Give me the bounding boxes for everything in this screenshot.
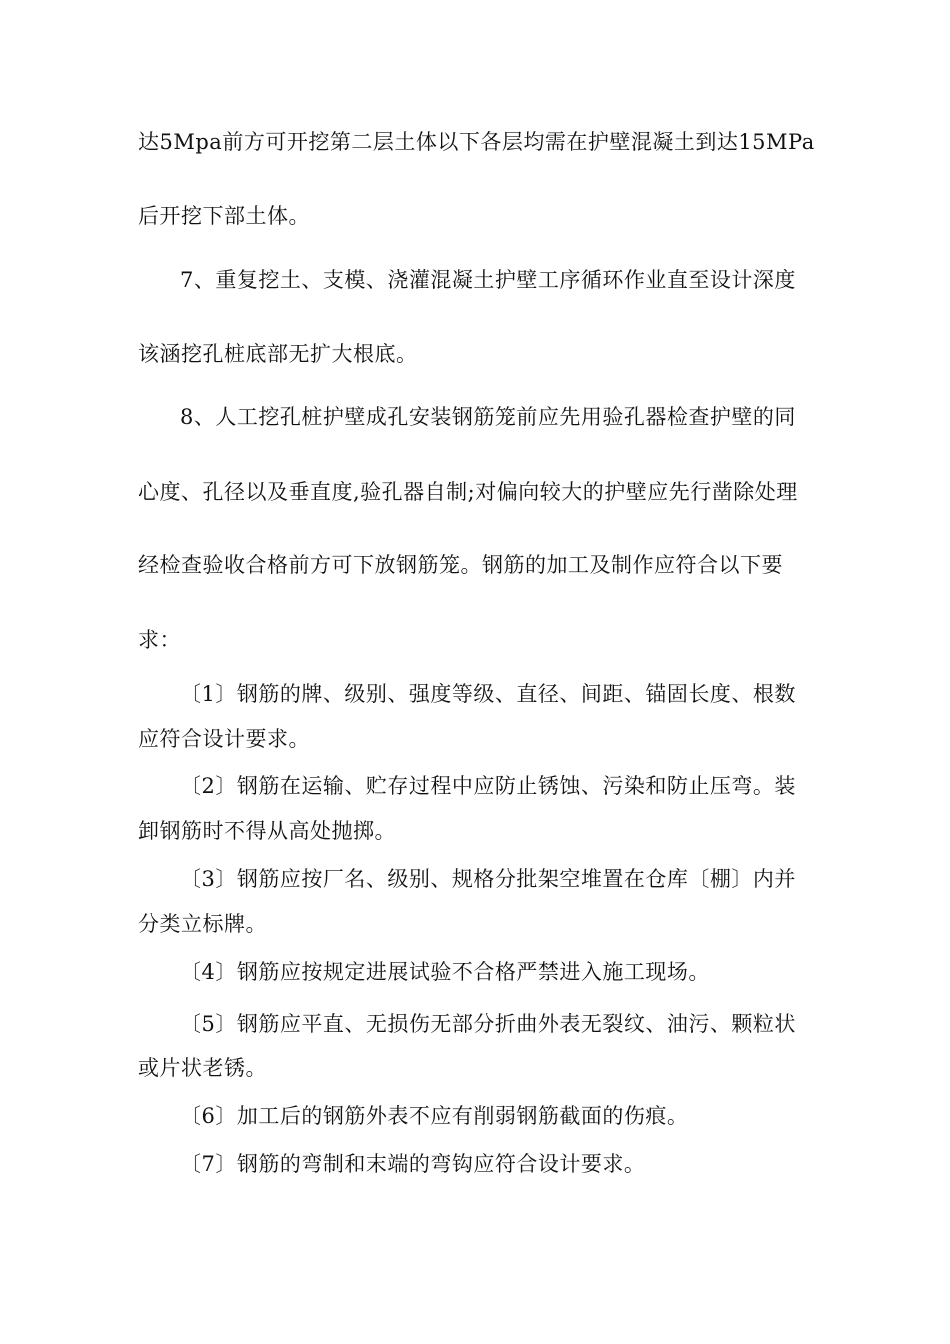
text-line: 应符合设计要求。	[138, 727, 310, 751]
text-line: 〔7〕钢筋的弯制和末端的弯钩应符合设计要求。	[180, 1152, 646, 1176]
text-line: 或片状老锈。	[138, 1056, 267, 1080]
text-line: 〔3〕钢筋应按厂名、级别、规格分批架空堆置在仓库〔棚〕内并	[180, 867, 796, 891]
text-line: 后开挖下部土体。	[138, 204, 310, 228]
text-line: 〔4〕钢筋应按规定进展试验不合格严禁进入施工现场。	[180, 960, 710, 984]
text-line: 分类立标牌。	[138, 912, 267, 936]
text-line: 该涵挖孔桩底部无扩大根底。	[138, 342, 418, 366]
text-line: 8、人工挖孔桩护壁成孔安装钢筋笼前应先用验孔器检查护壁的同	[180, 405, 796, 429]
text-line: 〔5〕钢筋应平直、无损伤无部分折曲外表无裂纹、油污、颗粒状	[180, 1012, 796, 1036]
text-line: 求：	[138, 628, 181, 652]
text-line: 〔6〕加工后的钢筋外表不应有削弱钢筋截面的伤痕。	[180, 1104, 689, 1128]
text-line: 心度、孔径以及垂直度,验孔器自制;对偏向较大的护壁应先行凿除处理	[138, 480, 798, 504]
text-line: 7、重复挖土、支模、浇灌混凝土护壁工序循环作业直至设计深度	[180, 268, 796, 292]
text-line: 达5Mpa前方可开挖第二层土体以下各层均需在护壁混凝土到达15MPa	[138, 130, 815, 154]
text-line: 卸钢筋时不得从高处抛掷。	[138, 819, 396, 843]
text-line: 〔1〕钢筋的牌、级别、强度等级、直径、间距、锚固长度、根数	[180, 682, 796, 706]
text-line: 〔2〕钢筋在运输、贮存过程中应防止锈蚀、污染和防止压弯。装	[180, 774, 796, 798]
text-line: 经检查验收合格前方可下放钢筋笼。钢筋的加工及制作应符合以下要	[138, 553, 783, 577]
